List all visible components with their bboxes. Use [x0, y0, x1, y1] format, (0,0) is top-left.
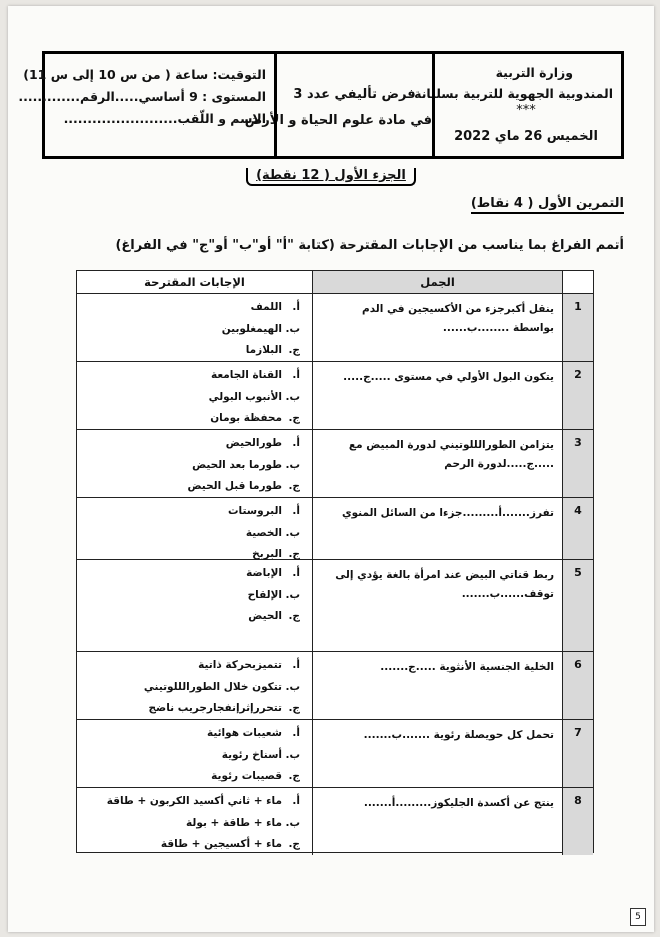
exam-sheet [8, 6, 654, 932]
option-a: أ. تتميزبحركة ذاتية [198, 659, 300, 671]
option-c: ج. طورما قبل الحيض [187, 480, 300, 492]
table-row [77, 430, 593, 498]
table-row [77, 362, 593, 430]
ministry-name: وزارة التربية [495, 65, 573, 80]
header-answers: الإجابات المقترحة [77, 271, 313, 293]
row-number: 7 [563, 720, 593, 787]
row-sentence: تحمل كل حويصلة رئوية .......ب....... [313, 720, 563, 787]
option-c: ج. ماء + أكسيجين + طاقة [160, 838, 300, 850]
row-number: 6 [563, 652, 593, 719]
option-a: أ. اللمف [250, 301, 300, 313]
row-sentence: يتكون البول الأولي في مستوى .....ج..... [313, 362, 563, 429]
table-row [77, 560, 593, 652]
exam-date: الخميس 26 ماي 2022 [454, 129, 598, 144]
option-c: ج. محفظة بومان [210, 412, 300, 424]
option-c: ج. البربخ [252, 548, 300, 560]
row-number: 4 [563, 498, 593, 559]
option-b: ب. تتكون خلال الطورالللوتيني [143, 680, 300, 693]
part-title: الجزء الأول ( 12 نقطة) [8, 164, 654, 183]
regional-office: المندوبية الجهوية للتربية بسليانة [414, 86, 613, 101]
row-sentence: ربط قناتي البيض عند امرأة بالغة يؤدي إلى توقف......ب....... [313, 560, 563, 651]
row-number: 3 [563, 430, 593, 497]
option-b: ب. الإلقاح [247, 588, 300, 601]
option-b: ب. الهيمغلوبين [221, 322, 300, 335]
header-stars: *** [516, 103, 536, 118]
option-b: ب. ماء + طاقة + بولة [186, 816, 300, 829]
exam-title: فرض تأليفي عدد 3 [293, 87, 416, 102]
row-options [77, 430, 313, 497]
table-row [77, 720, 593, 788]
option-a: أ. ماء + ثاني أكسيد الكربون + طاقة [106, 795, 300, 807]
option-b: ب. طورما بعد الحيض [192, 458, 300, 471]
header-number-cell [563, 271, 593, 293]
row-options [77, 294, 313, 361]
header-title-cell [244, 54, 435, 156]
option-a: أ. القناة الجامعة [210, 369, 300, 381]
exercise-title: التمرين الأول ( 4 نقاط) [471, 196, 624, 211]
option-c: ج. البلازما [245, 344, 300, 356]
page-number: 5 [630, 908, 646, 926]
row-options [77, 720, 313, 787]
questions-table [76, 270, 594, 853]
option-b: ب. الخصية [245, 526, 300, 539]
row-number: 2 [563, 362, 593, 429]
row-number: 5 [563, 560, 593, 651]
row-options [77, 560, 313, 651]
exercise-instruction: أتمم الفراغ بما يناسب من الإجابات المقترحة (كتابة "أ" أو"ب" أو"ج" في الفراغ) [115, 238, 624, 253]
table-row [77, 652, 593, 720]
table-header [77, 271, 593, 294]
row-options [77, 498, 313, 559]
option-b: ب. الأنبوب البولي [208, 390, 300, 403]
option-c: ج. تتحررإثرإنفجارجريب ناضج [148, 702, 300, 714]
option-c: ج. الحيض [248, 610, 300, 622]
option-a: أ. شعيبات هوائية [206, 727, 300, 739]
row-sentence: تفرز.......أ.........جزءا من السائل المنوي [313, 498, 563, 559]
option-a: أ. الإباضة [246, 567, 300, 579]
table-row [77, 788, 593, 855]
option-c: ج. قصيبات رئوية [211, 770, 300, 782]
exam-subject: في مادة علوم الحياة و الأرض [244, 113, 432, 128]
row-sentence: ينقل أكبرجزء من الأكسيجين في الدم بواسطة ........ب...... [313, 294, 563, 361]
option-b: ب. أسناخ رئوية [221, 748, 300, 761]
row-sentence: الخلية الجنسية الأنثوية .....ج....... [313, 652, 563, 719]
option-a: أ. طورالحيض [225, 437, 300, 449]
header-ministry-cell [414, 54, 621, 156]
row-sentence: ينتج عن أكسدة الجليكوز.........أ....... [313, 788, 563, 855]
table-row [77, 498, 593, 560]
level-number-field: المستوى : 9 أساسي.....الرقم............. [18, 89, 266, 104]
header-student-cell [14, 54, 277, 156]
row-number: 8 [563, 788, 593, 855]
table-row [77, 294, 593, 362]
row-number: 1 [563, 294, 593, 361]
row-options [77, 652, 313, 719]
option-a: أ. البروستات [228, 505, 300, 517]
row-sentence: يتزامن الطورالللوتيني لدورة المبيض مع .....ج.....لدورة الرحم [313, 430, 563, 497]
header-sentences: الجمل [313, 271, 563, 293]
row-options [77, 788, 313, 855]
row-options [77, 362, 313, 429]
exam-timing: التوقيت: ساعة ( من س 10 إلى س 11) [23, 67, 266, 82]
name-field: الاسم و اللّقب........................ [63, 111, 266, 126]
exam-header [18, 51, 624, 159]
